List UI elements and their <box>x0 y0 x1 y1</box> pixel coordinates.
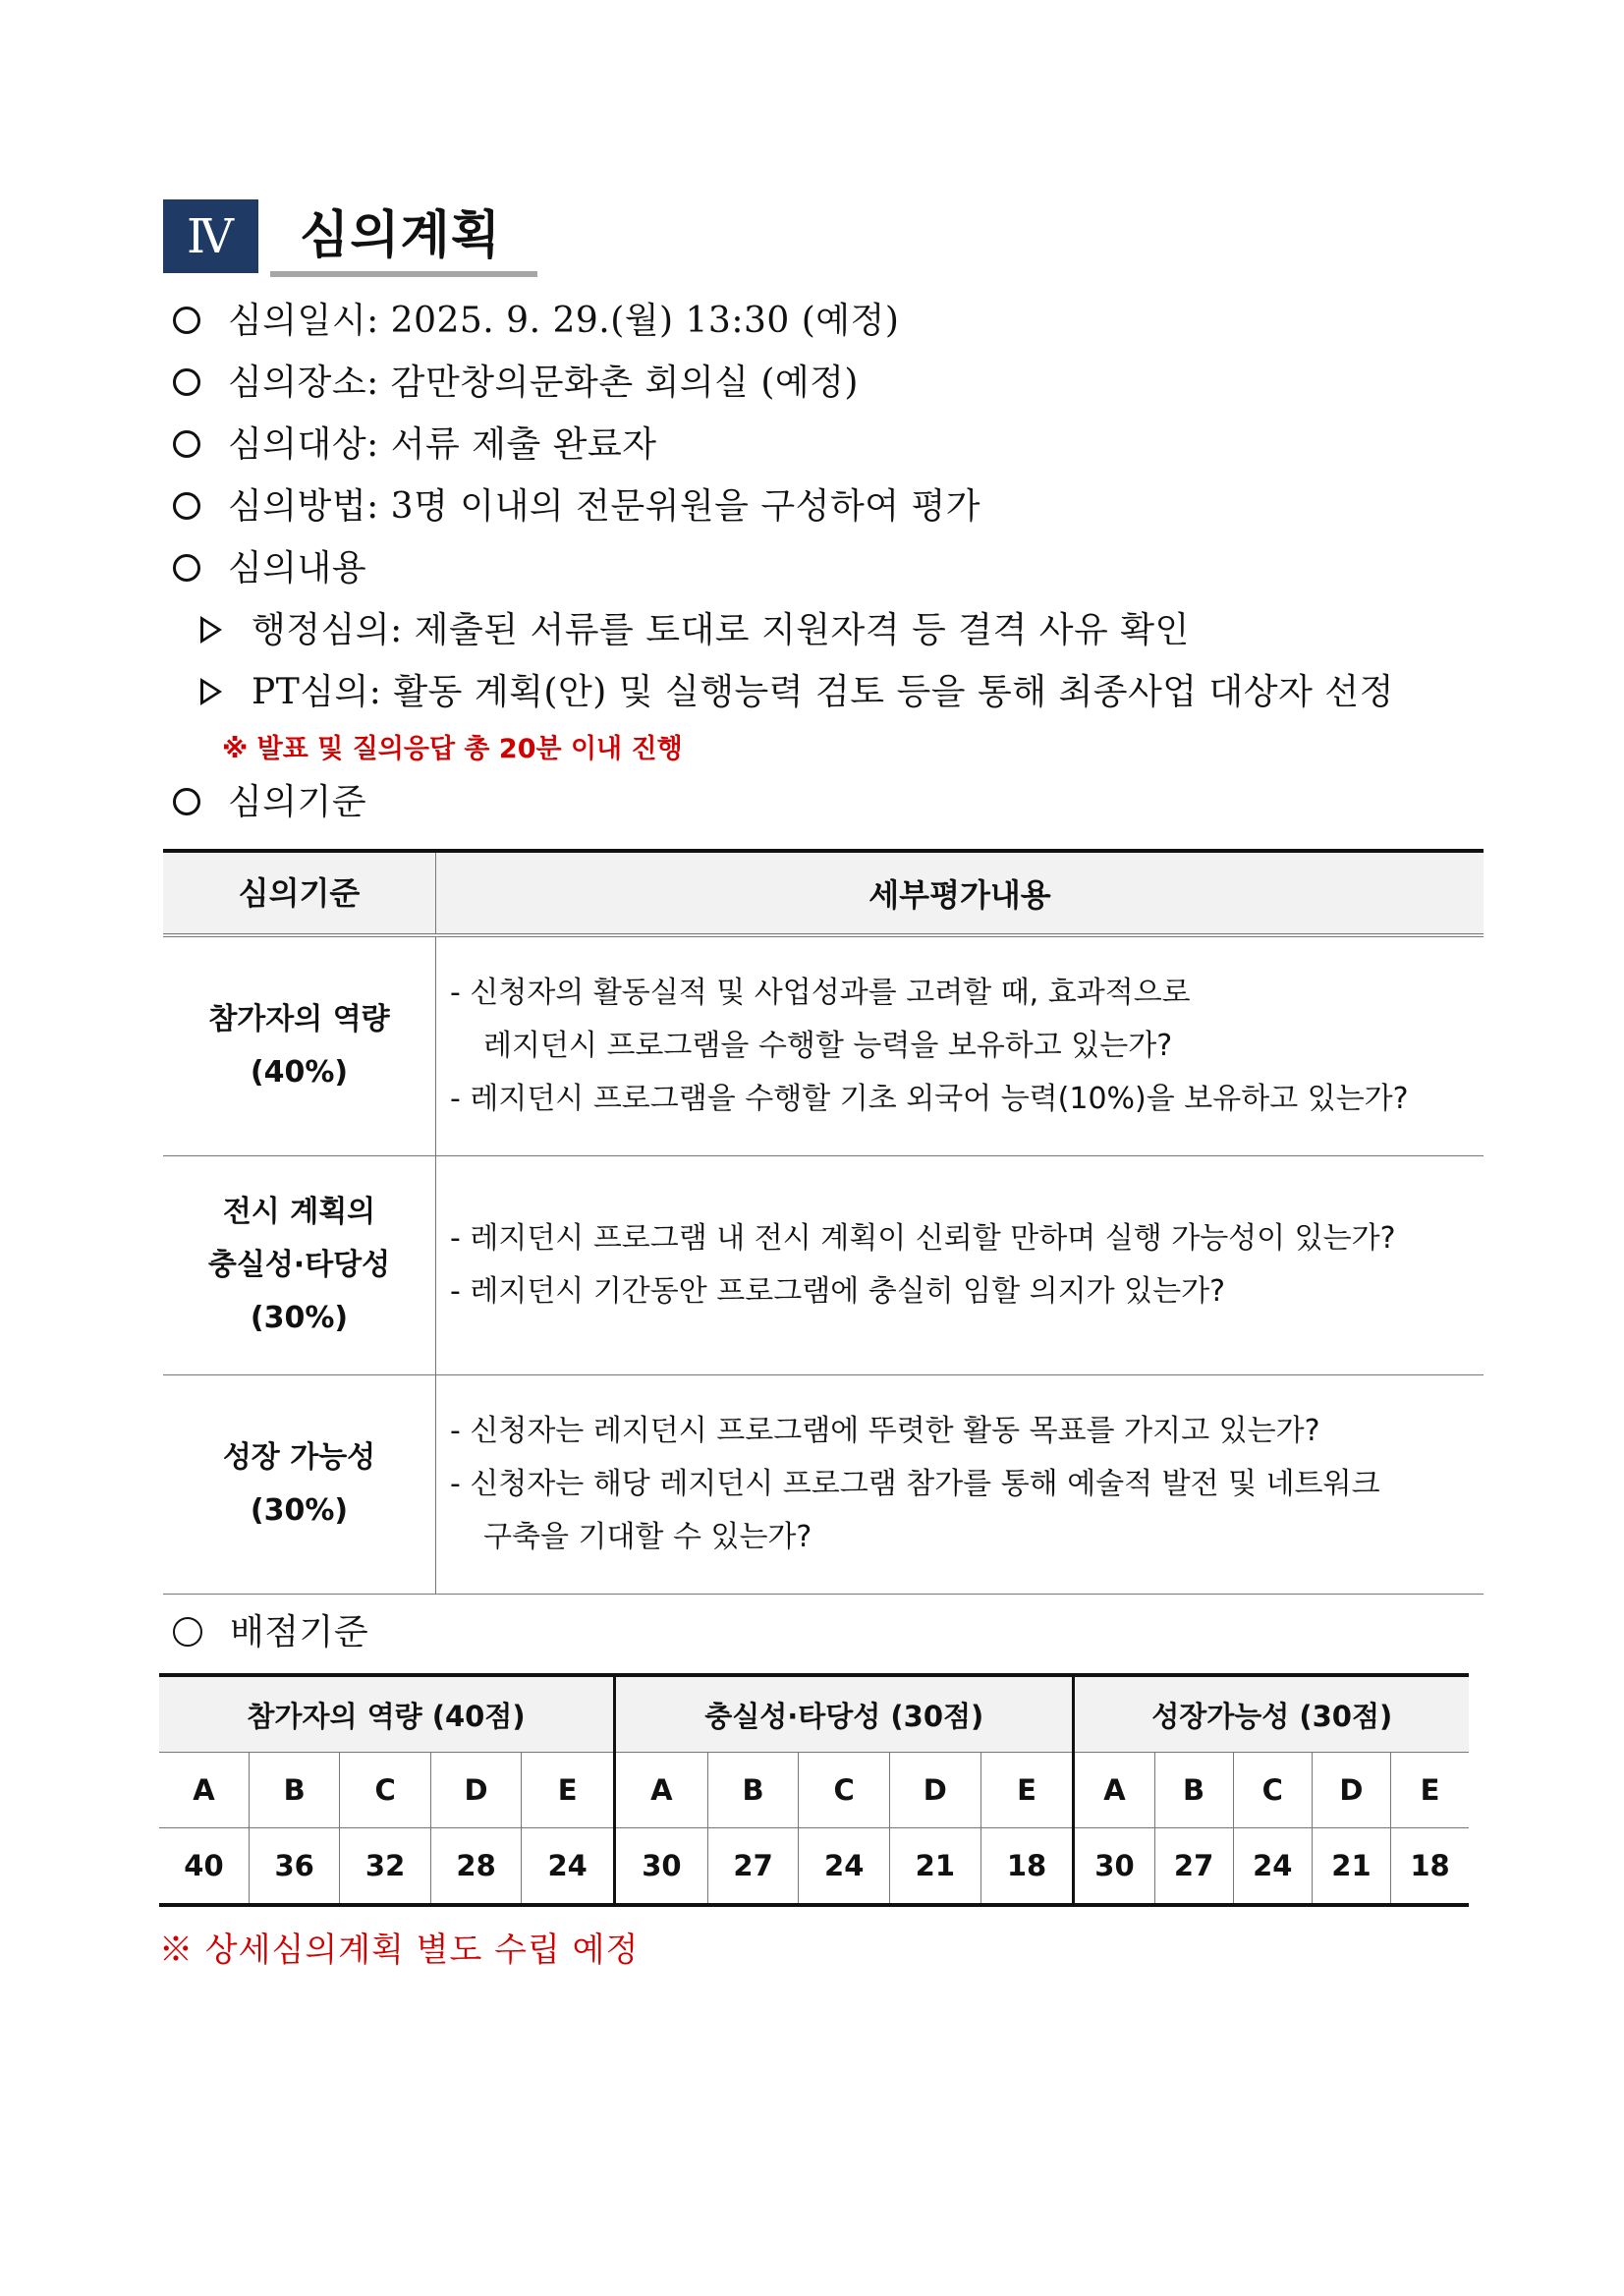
criteria-weight: (30%) <box>250 1301 349 1335</box>
circle-bullet-icon <box>173 554 200 582</box>
points-cell: 18 <box>1391 1828 1469 1906</box>
bullet-target-text: 심의대상: 서류 제출 완료자 <box>228 424 657 465</box>
table-row <box>163 1375 1484 1595</box>
sub-bullet-pt <box>200 671 1394 714</box>
score-group-header: 성장가능성 (30점) <box>1074 1675 1469 1753</box>
title-underline <box>270 271 537 277</box>
circle-bullet-icon <box>173 492 200 520</box>
bullet-criteria-text: 심의기준 <box>228 782 367 822</box>
criteria-item: - 레지던시 기간동안 프로그램에 충실히 임할 의지가 있는가? <box>450 1274 1226 1309</box>
score-group-header: 충실성·타당성 (30점) <box>615 1675 1074 1753</box>
table-row <box>163 935 1484 1156</box>
grade-cell: E <box>522 1753 615 1828</box>
grade-cell: D <box>1312 1753 1390 1828</box>
criteria-item: - 레지던시 프로그램 내 전시 계획이 신뢰할 만하며 실행 가능성이 있는가? <box>450 1221 1396 1256</box>
bullet-criteria <box>173 781 366 824</box>
presentation-note: ※ 발표 및 질의응답 총 20분 이내 진행 <box>222 734 683 764</box>
bullet-place <box>173 362 859 405</box>
criteria-item-cont: 구축을 기대할 수 있는가? <box>483 1520 812 1554</box>
points-cell: 32 <box>340 1828 430 1906</box>
points-cell: 24 <box>799 1828 890 1906</box>
bullet-content-text: 심의내용 <box>228 548 367 588</box>
circle-bullet-icon <box>173 788 200 815</box>
score-group-row <box>159 1675 1469 1753</box>
grade-cell: E <box>1391 1753 1469 1828</box>
bullet-date <box>173 300 899 343</box>
circle-bullet-icon <box>173 368 200 396</box>
criteria-name <box>163 1156 436 1375</box>
points-row <box>159 1828 1469 1906</box>
points-cell: 28 <box>430 1828 521 1906</box>
points-cell: 21 <box>1312 1828 1390 1906</box>
criteria-weight: (30%) <box>250 1493 349 1528</box>
criteria-name-line: 전시 계획의 <box>222 1195 376 1229</box>
criteria-detail <box>436 935 1484 1156</box>
grade-cell: D <box>430 1753 521 1828</box>
sub-bullet-admin-text: 행정심의: 제출된 서류를 토대로 지원자격 등 결격 사유 확인 <box>252 610 1190 650</box>
footnote: ※ 상세심의계획 별도 수립 예정 <box>159 1931 640 1970</box>
score-table <box>159 1673 1469 1907</box>
bullet-method <box>173 485 980 529</box>
criteria-detail <box>436 1156 1484 1375</box>
criteria-header-detail: 세부평가내용 <box>436 851 1484 935</box>
criteria-weight: (40%) <box>250 1055 349 1090</box>
grade-cell: A <box>615 1753 708 1828</box>
grade-cell: C <box>340 1753 430 1828</box>
criteria-item-cont: 레지던시 프로그램을 수행할 능력을 보유하고 있는가? <box>483 1029 1173 1063</box>
bullet-place-text: 심의장소: 감만창의문화촌 회의실 (예정) <box>228 363 859 403</box>
points-cell: 30 <box>615 1828 708 1906</box>
criteria-name-line: 성장 가능성 <box>222 1440 376 1475</box>
grade-cell: B <box>249 1753 339 1828</box>
triangle-bullet-icon <box>200 678 222 705</box>
points-cell: 36 <box>249 1828 339 1906</box>
bullet-scoring-text: 배점기준 <box>230 1612 369 1652</box>
section-title: 심의계획 <box>300 206 501 265</box>
criteria-name <box>163 935 436 1156</box>
points-cell: 27 <box>707 1828 799 1906</box>
triangle-bullet-icon <box>200 616 222 644</box>
grade-cell: D <box>890 1753 981 1828</box>
section-number-badge: Ⅳ <box>163 199 258 273</box>
bullet-target <box>173 423 657 467</box>
criteria-name-line: 참가자의 역량 <box>208 1002 390 1036</box>
points-cell: 40 <box>159 1828 249 1906</box>
grade-cell: C <box>799 1753 890 1828</box>
criteria-header-row <box>163 851 1484 935</box>
circle-bullet-icon <box>173 1617 202 1647</box>
bullet-content <box>173 547 366 590</box>
circle-bullet-icon <box>173 307 200 334</box>
bullet-method-text: 심의방법: 3명 이내의 전문위원을 구성하여 평가 <box>228 486 980 527</box>
grade-row <box>159 1753 1469 1828</box>
grade-cell: B <box>1154 1753 1233 1828</box>
criteria-detail <box>436 1375 1484 1595</box>
circle-bullet-icon <box>173 430 200 458</box>
criteria-header-name: 심의기준 <box>163 851 436 935</box>
grade-cell: B <box>707 1753 799 1828</box>
grade-cell: A <box>159 1753 249 1828</box>
points-cell: 30 <box>1074 1828 1154 1906</box>
grade-cell: A <box>1074 1753 1154 1828</box>
criteria-item: - 레지던시 프로그램을 수행할 기초 외국어 능력(10%)을 보유하고 있는가? <box>450 1082 1409 1116</box>
points-cell: 24 <box>1233 1828 1312 1906</box>
criteria-item: - 신청자는 해당 레지던시 프로그램 참가를 통해 예술적 발전 및 네트워크 <box>450 1467 1380 1501</box>
bullet-date-text: 심의일시: 2025. 9. 29.(월) 13:30 (예정) <box>228 301 900 341</box>
criteria-name <box>163 1375 436 1595</box>
criteria-table <box>163 849 1484 1595</box>
criteria-name-line: 충실성·타당성 <box>207 1248 391 1282</box>
score-group-header: 참가자의 역량 (40점) <box>159 1675 615 1753</box>
bullet-scoring <box>173 1611 368 1654</box>
criteria-item: - 신청자는 레지던시 프로그램에 뚜렷한 활동 목표를 가지고 있는가? <box>450 1414 1320 1448</box>
criteria-item: - 신청자의 활동실적 및 사업성과를 고려할 때, 효과적으로 <box>450 976 1191 1010</box>
table-row <box>163 1156 1484 1375</box>
sub-bullet-admin <box>200 609 1190 652</box>
grade-cell: C <box>1233 1753 1312 1828</box>
points-cell: 21 <box>890 1828 981 1906</box>
points-cell: 27 <box>1154 1828 1233 1906</box>
sub-bullet-pt-text: PT심의: 활동 계획(안) 및 실행능력 검토 등을 통해 최종사업 대상자 선정 <box>252 672 1394 712</box>
grade-cell: E <box>980 1753 1074 1828</box>
points-cell: 24 <box>522 1828 615 1906</box>
points-cell: 18 <box>980 1828 1074 1906</box>
